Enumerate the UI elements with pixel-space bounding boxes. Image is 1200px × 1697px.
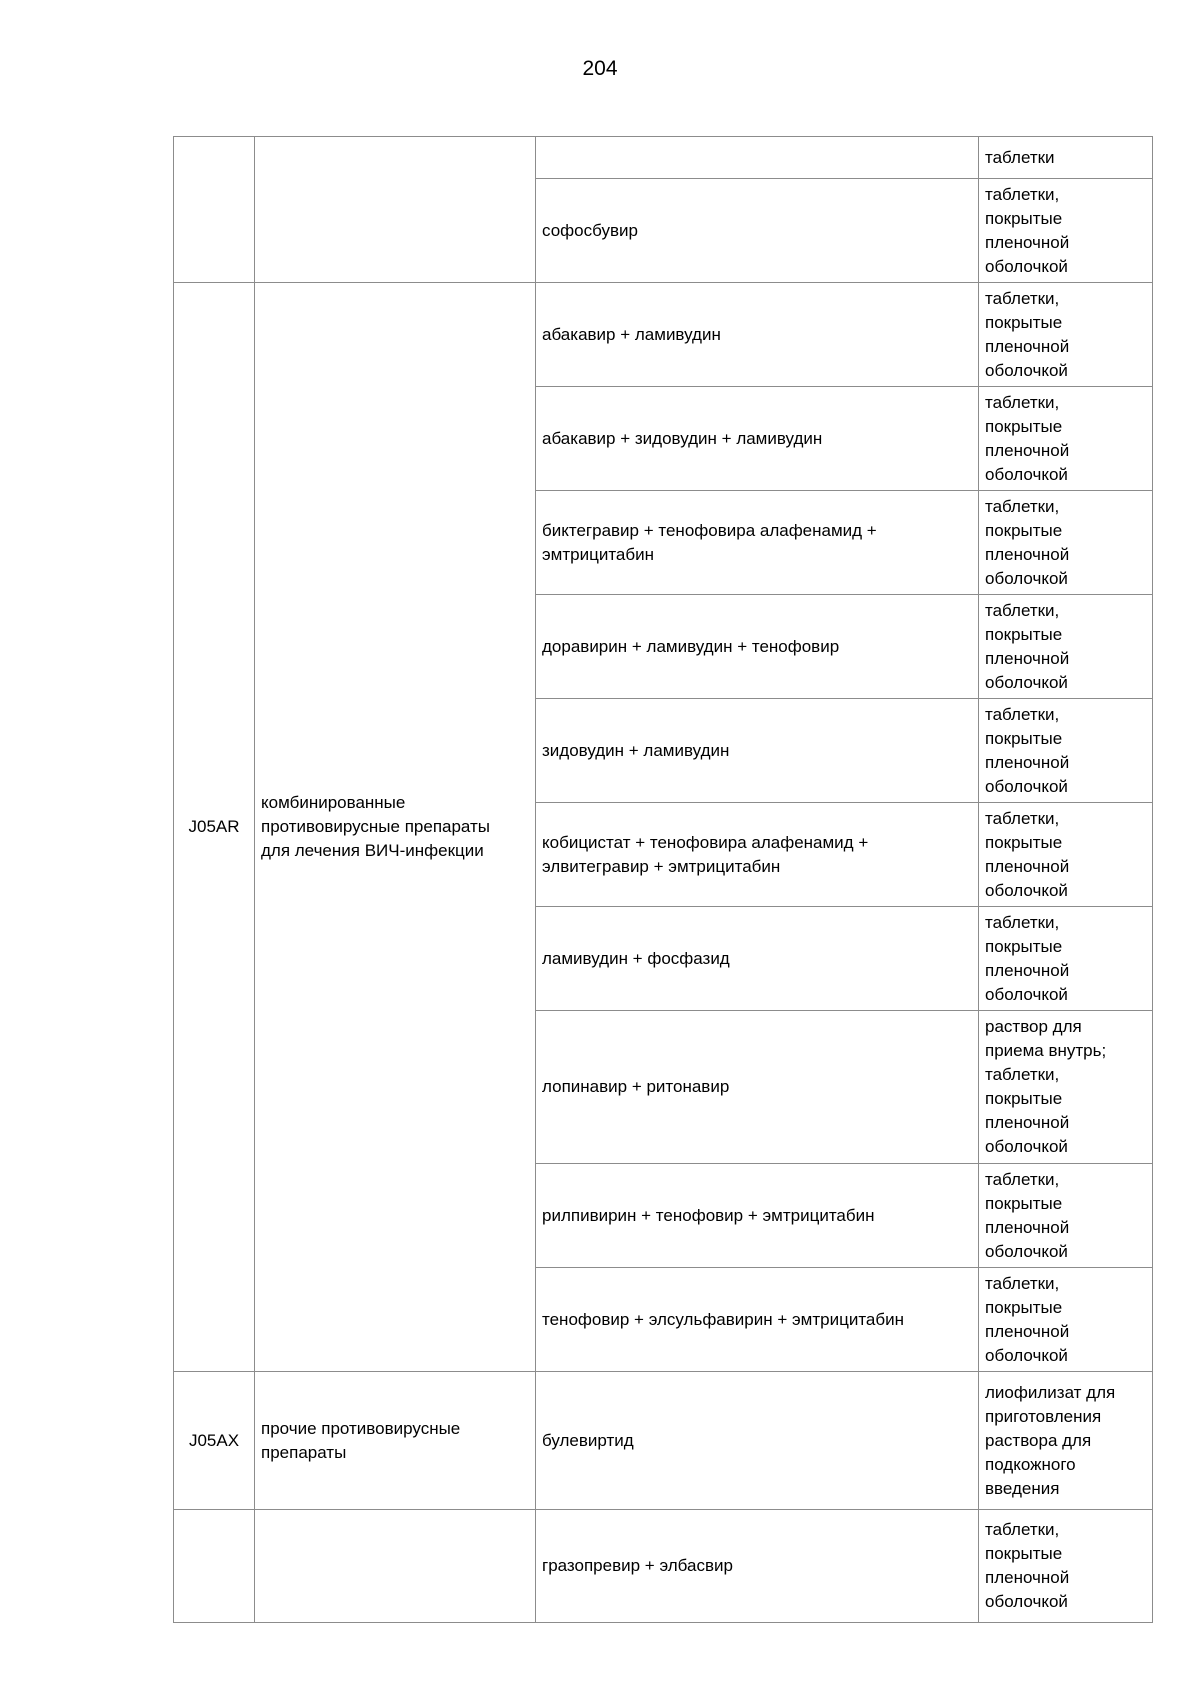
drug-name-cell: абакавир + зидовудин + ламивудин [536,387,979,491]
drug-name-cell: абакавир + ламивудин [536,283,979,387]
dosage-form-cell: таблетки, покрытые пленочной оболочкой [979,1510,1153,1623]
drug-name-cell [536,137,979,179]
dosage-form-cell: раствор для приема внутрь; таблетки, покрытые пленочной оболочкой [979,1011,1153,1164]
dosage-form-cell: таблетки, покрытые пленочной оболочкой [979,699,1153,803]
drug-name-cell: кобицистат + тенофовира алафенамид + элвитегравир + эмтрицитабин [536,803,979,907]
dosage-form-cell: таблетки, покрытые пленочной оболочкой [979,1268,1153,1372]
drug-name-cell: софосбувир [536,179,979,283]
dosage-form-cell: таблетки, покрытые пленочной оболочкой [979,803,1153,907]
dosage-form-cell: таблетки [979,137,1153,179]
dosage-form-cell: лиофилизат для приготовления раствора для подкожного введения [979,1372,1153,1510]
dosage-form-cell: таблетки, покрытые пленочной оболочкой [979,283,1153,387]
drug-name-cell: гразопревир + элбасвир [536,1510,979,1623]
page-number: 204 [582,57,618,80]
drug-name-cell: тенофовир + элсульфавирин + эмтрицитабин [536,1268,979,1372]
table-row [174,1510,1153,1623]
table-row [174,1372,1153,1510]
dosage-form-cell: таблетки, покрытые пленочной оболочкой [979,1164,1153,1268]
dosage-form-cell: таблетки, покрытые пленочной оболочкой [979,907,1153,1011]
atc-group-name-cell: прочие противовирусные препараты [255,1372,536,1510]
table-row [174,137,1153,179]
atc-group-name-cell [255,137,536,283]
atc-code-cell: J05AR [174,283,255,1372]
drug-name-cell: биктегравир + тенофовира алафенамид + эмтрицитабин [536,491,979,595]
drug-table [173,136,1153,1623]
table-row [174,283,1153,387]
drug-name-cell: зидовудин + ламивудин [536,699,979,803]
atc-group-name-cell [255,1510,536,1623]
dosage-form-cell: таблетки, покрытые пленочной оболочкой [979,595,1153,699]
atc-code-cell: J05AX [174,1372,255,1510]
atc-code-cell [174,137,255,283]
dosage-form-cell: таблетки, покрытые пленочной оболочкой [979,387,1153,491]
drug-name-cell: лопинавир + ритонавир [536,1011,979,1164]
atc-code-cell [174,1510,255,1623]
dosage-form-cell: таблетки, покрытые пленочной оболочкой [979,491,1153,595]
drug-name-cell: булевиртид [536,1372,979,1510]
drug-name-cell: доравирин + ламивудин + тенофовир [536,595,979,699]
drug-name-cell: рилпивирин + тенофовир + эмтрицитабин [536,1164,979,1268]
dosage-form-cell: таблетки, покрытые пленочной оболочкой [979,179,1153,283]
drug-name-cell: ламивудин + фосфазид [536,907,979,1011]
atc-group-name-cell: комбинированные противовирусные препараты для лечения ВИЧ-инфекции [255,283,536,1372]
